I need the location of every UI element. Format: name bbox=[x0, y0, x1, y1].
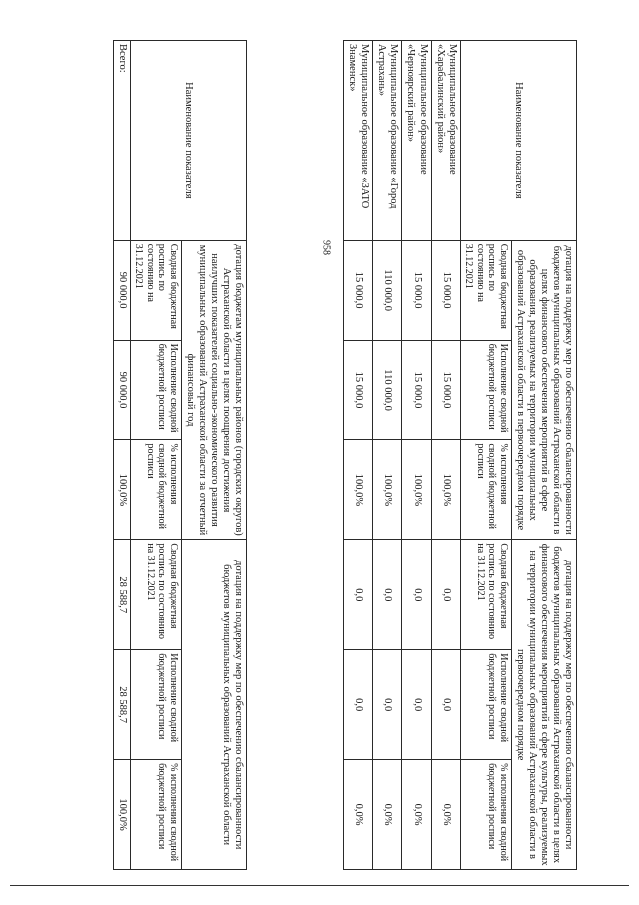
column-header: Сводная бюджетная роспись по состоянию на 31.12.2021 bbox=[130, 540, 181, 650]
table-1 bbox=[343, 40, 577, 870]
row-name: Муниципальное образование «Харабалинский район» bbox=[431, 41, 460, 241]
cell: 100,0% bbox=[402, 440, 431, 540]
cell: 100,0% bbox=[373, 440, 402, 540]
page-number: 958 bbox=[320, 240, 332, 255]
cell: 15 000,0 bbox=[431, 340, 460, 440]
row-header: Наименование показателя bbox=[130, 41, 246, 241]
cell: 15 000,0 bbox=[344, 240, 373, 340]
group-header: дотация на поддержку мер по обеспечению сбалансированности бюджетов муниципальных образований Астраханской области в целях финансового обеспечения мероприятий в сфере культуры, реализуемых на территории муниципальных образований Астраханской области в первоочередном порядке bbox=[511, 540, 576, 870]
column-header: Сводная бюджетная роспись по состоянию на 31.12.2021 bbox=[130, 240, 181, 340]
cell: 0,0 bbox=[402, 540, 431, 650]
column-header: Исполнение сводной бюджетной росписи bbox=[460, 340, 511, 440]
table-row bbox=[431, 41, 460, 870]
cell: 100,0% bbox=[431, 440, 460, 540]
row-name: Муниципальное образование «Черноярский район» bbox=[402, 41, 431, 241]
cell: 90 000,0 bbox=[113, 340, 130, 440]
cell: 0,0 bbox=[344, 540, 373, 650]
cell: 0,0% bbox=[431, 760, 460, 870]
cell: 28 588,7 bbox=[113, 650, 130, 760]
bottom-rule bbox=[10, 885, 629, 886]
row-name: Муниципальное образование «ЗАТО Знаменск» bbox=[344, 41, 373, 241]
column-header: % исполнения сводной бюджетной росписи bbox=[130, 440, 181, 540]
cell: 100,0% bbox=[113, 440, 130, 540]
cell: 100,0% bbox=[113, 760, 130, 870]
cell: 28 588,7 bbox=[113, 540, 130, 650]
cell: 15 000,0 bbox=[402, 240, 431, 340]
cell: 100,0% bbox=[344, 440, 373, 540]
cell: 90 000,0 bbox=[113, 240, 130, 340]
cell: 15 000,0 bbox=[344, 340, 373, 440]
row-name: Всего: bbox=[113, 41, 130, 241]
table-row bbox=[344, 41, 373, 870]
group-header: дотация на поддержку мер по обеспечению сбалансированности бюджетов муниципальных образований Астраханской области в целях финансового обеспечения мероприятий в сфере образования, реализуемых на территории муниципальных образований Астраханской области в первоочередном порядке bbox=[511, 240, 576, 540]
cell: 0,0 bbox=[373, 650, 402, 760]
group-header: дотация бюджетам муниципальных районов (городских округов) Астраханской области в целях поощрения достижения наилучших показателей социально-экономического развития муниципальных образований Астраханской области за отчетный финансовый год bbox=[181, 240, 246, 540]
group-header: дотация на поддержку мер по обеспечению сбалансированности бюджетов муниципальных образований Астраханской области bbox=[181, 540, 246, 870]
cell: 0,0 bbox=[431, 540, 460, 650]
column-header: Исполнение сводной бюджетной росписи bbox=[460, 650, 511, 760]
cell: 110 000,0 bbox=[373, 240, 402, 340]
column-header: Исполнение сводной бюджетной росписи bbox=[130, 650, 181, 760]
column-header: Сводная бюджетная роспись по состоянию на 31.12.2021 bbox=[460, 540, 511, 650]
cell: 0,0 bbox=[402, 650, 431, 760]
column-header: % исполнения сводной бюджетной росписи bbox=[130, 760, 181, 870]
table-row bbox=[402, 41, 431, 870]
column-header: Исполнение сводной бюджетной росписи bbox=[130, 340, 181, 440]
cell: 0,0 bbox=[431, 650, 460, 760]
table-row bbox=[113, 41, 130, 870]
table-2 bbox=[113, 40, 247, 870]
cell: 0,0% bbox=[373, 760, 402, 870]
column-header: % исполнения сводной бюджетной росписи bbox=[460, 440, 511, 540]
cell: 0,0% bbox=[402, 760, 431, 870]
cell: 0,0 bbox=[344, 650, 373, 760]
column-header: % исполнения сводной бюджетной росписи bbox=[460, 760, 511, 870]
row-name: Муниципальное образование «Город Астрахань» bbox=[373, 41, 402, 241]
cell: 0,0% bbox=[344, 760, 373, 870]
cell: 0,0 bbox=[373, 540, 402, 650]
cell: 15 000,0 bbox=[402, 340, 431, 440]
row-header: Наименование показателя bbox=[460, 41, 576, 241]
table-row bbox=[373, 41, 402, 870]
column-header: Сводная бюджетная роспись по состоянию на 31.12.2021 bbox=[460, 240, 511, 340]
cell: 110 000,0 bbox=[373, 340, 402, 440]
cell: 15 000,0 bbox=[431, 240, 460, 340]
